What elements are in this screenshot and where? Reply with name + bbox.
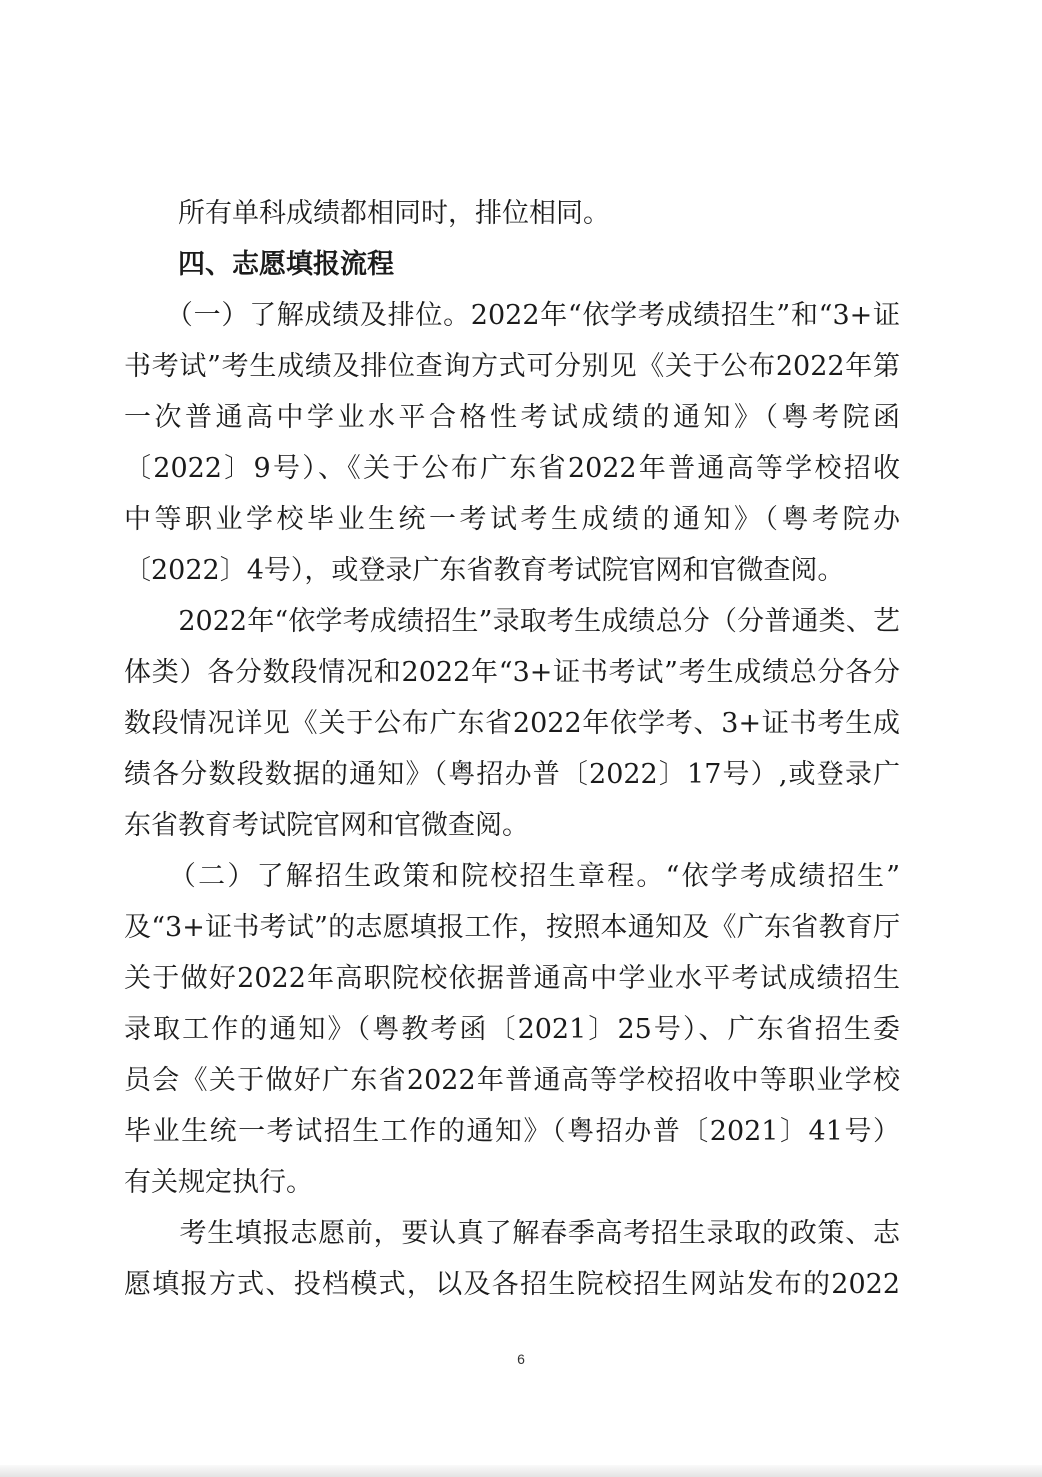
text-line: 有关规定执行。 [124,1167,313,1198]
text-line: 所有单科成绩都相同时，排位相同。 [124,198,610,229]
text-line: 一次普通高中学业水平合格性考试成绩的通知》（粤考院函 [124,402,900,433]
text-line: 中等职业学校毕业生统一考试考生成绩的通知》（粤考院办 [124,504,900,535]
document-body [124,188,900,1310]
text-line: 绩各分数段数据的通知》（粤招办普〔2022〕17号）,或登录广 [124,759,900,790]
text-line: 毕业生统一考试招生工作的通知》（粤招办普〔2021〕41号） [124,1116,900,1147]
page-number: 6 [517,1351,525,1367]
text-line: 数段情况详见《关于公布广东省2022年依学考、3+证书考生成 [124,708,900,739]
text-line: 书考试”考生成绩及排位查询方式可分别见《关于公布2022年第 [124,351,900,382]
text-line: （一）了解成绩及排位。2022年“依学考成绩招生”和“3+证 [124,300,900,331]
scan-edge [0,1465,1042,1477]
text-line: 愿填报方式、投档模式，以及各招生院校招生网站发布的2022 [124,1269,900,1300]
text-line: 员会《关于做好广东省2022年普通高等学校招收中等职业学校 [124,1065,900,1096]
text-line: 东省教育考试院官网和官微查阅。 [124,810,529,841]
text-line: 体类）各分数段情况和2022年“3+证书考试”考生成绩总分各分 [124,657,900,688]
text-line: 关于做好2022年高职院校依据普通高中学业水平考试成绩招生 [124,963,900,994]
text-line: 考生填报志愿前，要认真了解春季高考招生录取的政策、志 [124,1218,900,1249]
section-heading-4: 四、志愿填报流程 [124,249,394,280]
text-line: 〔2022〕4号），或登录广东省教育考试院官网和官微查阅。 [124,555,845,586]
text-line: 及“3+证书考试”的志愿填报工作，按照本通知及《广东省教育厅 [124,912,900,943]
text-line: （二）了解招生政策和院校招生章程。“依学考成绩招生” [124,861,900,892]
text-line: 2022年“依学考成绩招生”录取考生成绩总分（分普通类、艺 [124,606,900,637]
text-line: 〔2022〕9号）、《关于公布广东省2022年普通高等学校招收 [124,453,900,484]
text-line: 录取工作的通知》（粤教考函〔2021〕25号）、广东省招生委 [124,1014,900,1045]
